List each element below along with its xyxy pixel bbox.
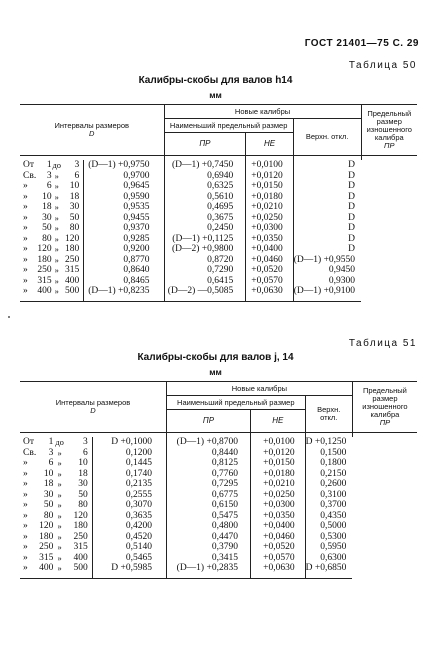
cell-a: 400 [37,286,52,296]
cell-c4: 0,5000 [305,521,352,532]
cell-c4: 0,9300 [293,276,361,287]
cell-c3: +0,0150 [246,181,294,192]
cell-c1: 0,8465 [84,276,164,287]
cell-a: 10 [43,468,54,479]
cell-c2: 0,8440 [166,448,250,459]
cell-c3: +0,0630 [246,286,294,297]
cell-c4: 0,5300 [305,532,352,543]
cell-c1: 0,9200 [84,244,164,255]
cell-c3: +0,0210 [250,479,305,490]
header-new-gauges: Новые калибры [166,382,352,396]
cell-c3: +0,0300 [246,223,294,234]
cell-c4: D +0,6850 [305,563,352,574]
cell-mid: » [57,531,62,542]
cell-a: 120 [39,521,54,531]
cell-c1: 0,8640 [84,265,164,276]
cell-mid: » [54,244,59,254]
table2-unit: мм [209,367,222,377]
cell-c3: +0,0520 [250,542,305,553]
cell-c2: 0,6775 [166,490,250,501]
cell-mid: » [54,170,59,181]
cell-pre: » [23,542,28,552]
cell-b: 18 [78,468,88,479]
cell-c2: 0,4695 [164,202,246,213]
table-row [20,490,417,501]
cell-c4: (D—1) +0,9100 [293,286,361,297]
cell-c4: D [293,202,361,213]
cell-c4: D [293,192,361,203]
page-header: ГОСТ 21401—75 С. 29 [304,38,419,49]
cell-mid: » [57,500,62,510]
cell-pre: » [23,458,28,468]
table-row [20,553,417,564]
cell-c3: +0,0180 [250,469,305,480]
cell-b: 400 [73,552,88,563]
cell-c1: 0,9285 [84,234,164,245]
cell-pre: » [23,265,28,275]
cell-a: 1 [46,160,52,170]
cell-c1: 0,2135 [92,479,166,490]
table-row [20,542,417,553]
cell-pre: » [23,254,28,265]
cell-pre: » [23,244,28,254]
cell-c1: 0,9535 [84,202,164,213]
cell-mid: » [54,181,59,191]
header-upper-dev: Верхн. откл. [305,396,352,433]
table-row [20,213,417,224]
cell-a: 10 [42,191,52,202]
table-row [20,437,417,448]
cell-c3: +0,0350 [246,234,294,245]
cell-pre: » [23,510,28,521]
cell-pre: » [23,521,28,531]
table-row [20,223,417,234]
cell-pre: » [23,500,28,510]
cell-c3: +0,0250 [246,213,294,224]
cell-mid: » [57,479,62,489]
cell-c2: 0,6940 [164,171,246,182]
cell-c4: 0,2600 [305,479,352,490]
cell-c4: D [293,223,361,234]
table-row [20,171,417,182]
cell-pre: » [23,233,28,244]
table-row [20,192,417,203]
cell-c3: +0,0460 [246,255,294,266]
cell-c2: 0,5475 [166,511,250,522]
cell-c2: 0,2450 [164,223,246,234]
cell-c2: (D—2) +0,9800 [164,244,246,255]
cell-mid: » [54,223,59,233]
cell-mid: » [54,265,59,275]
cell-mid: » [54,254,59,265]
table-row [20,521,417,532]
cell-mid: до [55,437,64,447]
cell-c3: +0,0400 [246,244,294,255]
cell-c4: D [293,234,361,245]
cell-pre: » [23,191,28,202]
cell-c2: 0,4800 [166,521,250,532]
cell-c2: 0,7290 [164,265,246,276]
cell-c1: 0,1445 [92,458,166,469]
cell-c4: 0,6300 [305,553,352,564]
cell-b: 400 [65,275,80,286]
cell-mid: » [57,458,62,468]
cell-c4: (D—1) +0,9550 [293,255,361,266]
cell-a: 250 [37,265,52,275]
cell-c3: +0,0250 [250,490,305,501]
cell-a: 180 [37,254,52,265]
cell-b: 30 [78,479,88,489]
cell-c2: 0,7760 [166,469,250,480]
cell-c1: 0,1200 [92,448,166,459]
cell-pre: » [23,531,28,542]
cell-a: 180 [39,531,54,542]
cell-b: 80 [69,223,80,233]
cell-b: 3 [83,437,88,447]
cell-pre: От [23,437,35,447]
header-ne: НЕ [246,133,294,156]
header-pr: ПР [164,133,246,156]
cell-b: 250 [65,254,80,265]
cell-c1: 0,5140 [92,542,166,553]
cell-a: 3 [46,170,52,181]
cell-c4: D [293,181,361,192]
cell-mid: до [52,160,62,170]
cell-c1: 0,3070 [92,500,166,511]
cell-a: 80 [43,510,54,521]
cell-a: 3 [48,447,54,458]
cell-c4: 0,1800 [305,458,352,469]
cell-b: 500 [73,563,88,573]
cell-c1: 0,2555 [92,490,166,501]
cell-c2: (D—1) +0,8700 [166,437,250,448]
cell-mid: » [57,447,62,458]
cell-c3: +0,0100 [250,437,305,448]
table-row [20,448,417,459]
cell-pre: От [23,160,35,170]
cell-mid: » [57,552,62,563]
cell-pre: » [23,286,28,296]
cell-c2: 0,8125 [166,458,250,469]
cell-a: 50 [42,223,52,233]
cell-c2: (D—1) +0,1125 [164,234,246,245]
cell-b: 3 [74,160,80,170]
cell-c3: +0,0300 [250,500,305,511]
table-row [20,511,417,522]
cell-mid: » [54,275,59,286]
cell-b: 18 [69,191,80,202]
cell-c1: 0,5465 [92,553,166,564]
cell-b: 6 [74,170,80,181]
cell-b: 80 [78,500,88,510]
table-row [20,458,417,469]
table-row [20,479,417,490]
header-min-limit: Наименьший предельный размер [166,396,305,410]
table1-label: Таблица 50 [348,60,417,71]
table-row [20,469,417,480]
cell-c2: (D—1) +0,2835 [166,563,250,574]
cell-c1: 0,4520 [92,532,166,543]
cell-c1: 0,9370 [84,223,164,234]
cell-pre: » [23,275,28,286]
cell-c1: 0,8770 [84,255,164,266]
cell-c3: +0,0180 [246,192,294,203]
cell-b: 500 [65,286,80,296]
cell-mid: » [57,563,62,573]
cell-pre: » [23,552,28,563]
cell-c4: 0,3100 [305,490,352,501]
table-row [20,286,417,297]
table1 [20,104,417,302]
cell-a: 400 [39,563,54,573]
cell-c3: +0,0400 [250,521,305,532]
cell-a: 30 [43,489,54,500]
table1-title: Калибры-скобы для валов h14 [138,75,293,86]
header-new-gauges: Новые калибры [164,105,361,119]
cell-b: 10 [69,181,80,191]
cell-a: 315 [37,275,52,286]
cell-a: 315 [39,552,54,563]
header-pr: ПР [166,410,250,433]
cell-b: 50 [69,212,80,223]
cell-mid: » [57,489,62,500]
cell-b: 180 [65,244,80,254]
cell-c1: D +0,5985 [92,563,166,574]
header-worn-limit: Предельный размер изношенного калибра ПР [352,382,417,433]
cell-c2: 0,4470 [166,532,250,543]
cell-pre: Св. [23,170,37,181]
cell-c2: 0,5610 [164,192,246,203]
table2-label: Таблица 51 [348,338,417,349]
cell-b: 250 [73,531,88,542]
cell-c1: 0,9455 [84,213,164,224]
cell-c4: 0,3700 [305,500,352,511]
cell-c1: (D—1) +0,8235 [84,286,164,297]
cell-mid: » [54,233,59,244]
cell-b: 120 [65,233,80,244]
header-intervals: Интервалы размеров D [20,382,166,433]
cell-mid: » [54,286,59,296]
cell-a: 18 [43,479,54,489]
cell-c4: 0,1500 [305,448,352,459]
cell-b: 315 [65,265,80,275]
cell-c1: 0,9590 [84,192,164,203]
cell-mid: » [57,510,62,521]
cell-c4: D +0,1250 [305,437,352,448]
cell-c3: +0,0120 [246,171,294,182]
table2 [20,381,417,579]
cell-a: 50 [43,500,54,510]
cell-b: 315 [73,542,88,552]
header-min-limit: Наименьший предельный размер [164,119,293,133]
cell-c1: D +0,1000 [92,437,166,448]
cell-c1: (D—1) +0,9750 [84,160,164,171]
table-row [20,181,417,192]
table-row [20,276,417,287]
cell-c3: +0,0630 [250,563,305,574]
header-intervals: Интервалы размеров D [20,105,164,156]
cell-a: 1 [48,437,54,447]
cell-mid: » [54,191,59,202]
cell-mid: » [54,202,59,212]
header-worn-limit: Предельный размер изношенного калибра ПР [361,105,417,156]
table2-title: Калибры-скобы для валов j, 14 [137,352,294,363]
cell-c2: 0,8720 [164,255,246,266]
cell-a: 18 [42,202,52,212]
cell-c4: D [293,160,361,171]
cell-pre: » [23,202,28,212]
cell-pre: » [23,223,28,233]
header-upper-dev: Верхн. откл. [293,119,361,156]
table-row [20,532,417,543]
cell-c4: D [293,213,361,224]
cell-c3: +0,0350 [250,511,305,522]
cell-pre: » [23,563,28,573]
cell-c1: 0,9700 [84,171,164,182]
cell-c2: 0,3675 [164,213,246,224]
cell-b: 180 [73,521,88,531]
cell-c1: 0,3635 [92,511,166,522]
cell-a: 80 [42,233,52,244]
cell-c3: +0,0520 [246,265,294,276]
table-row [20,202,417,213]
header-ne: НЕ [250,410,305,433]
cell-pre: » [23,468,28,479]
table-row [20,160,417,171]
cell-c1: 0,9645 [84,181,164,192]
cell-pre: » [23,479,28,489]
cell-pre: » [23,181,28,191]
cell-c4: 0,2150 [305,469,352,480]
cell-c1: 0,4200 [92,521,166,532]
cell-a: 120 [37,244,52,254]
table-row [20,255,417,266]
cell-mid: » [57,542,62,552]
cell-c2: 0,6150 [166,500,250,511]
cell-c2: 0,7295 [166,479,250,490]
cell-b: 10 [78,458,88,468]
cell-c2: 0,3790 [166,542,250,553]
cell-mid: » [54,212,59,223]
cell-a: 6 [46,181,52,191]
cell-c4: D [293,244,361,255]
cell-c4: 0,5950 [305,542,352,553]
cell-pre: » [23,212,28,223]
cell-b: 50 [78,489,88,500]
cell-c3: +0,0120 [250,448,305,459]
cell-c3: +0,0210 [246,202,294,213]
cell-a: 6 [48,458,54,468]
cell-c3: +0,0460 [250,532,305,543]
cell-c1: 0,1740 [92,469,166,480]
cell-b: 30 [69,202,80,212]
cell-c2: 0,3415 [166,553,250,564]
cell-c3: +0,0570 [246,276,294,287]
cell-b: 120 [73,510,88,521]
cell-c3: +0,0150 [250,458,305,469]
table-row [20,563,417,574]
cell-c2: (D—1) +0,7450 [164,160,246,171]
cell-mid: » [57,521,62,531]
table1-unit: мм [209,90,222,100]
cell-c4: 0,9450 [293,265,361,276]
cell-b: 6 [83,447,88,458]
table-row [20,265,417,276]
table-row [20,234,417,245]
cell-a: 250 [39,542,54,552]
cell-c4: 0,4350 [305,511,352,522]
cell-c2: 0,6415 [164,276,246,287]
cell-c4: D [293,171,361,182]
cell-pre: Св. [23,447,37,458]
cell-c2: (D—2) —0,5085 [164,286,246,297]
cell-c3: +0,0570 [250,553,305,564]
cell-pre: » [23,489,28,500]
cell-a: 30 [42,212,52,223]
cell-c3: +0,0100 [246,160,294,171]
scan-dot [8,316,10,318]
cell-c2: 0,6325 [164,181,246,192]
cell-mid: » [57,468,62,479]
table-row [20,244,417,255]
table-row [20,500,417,511]
